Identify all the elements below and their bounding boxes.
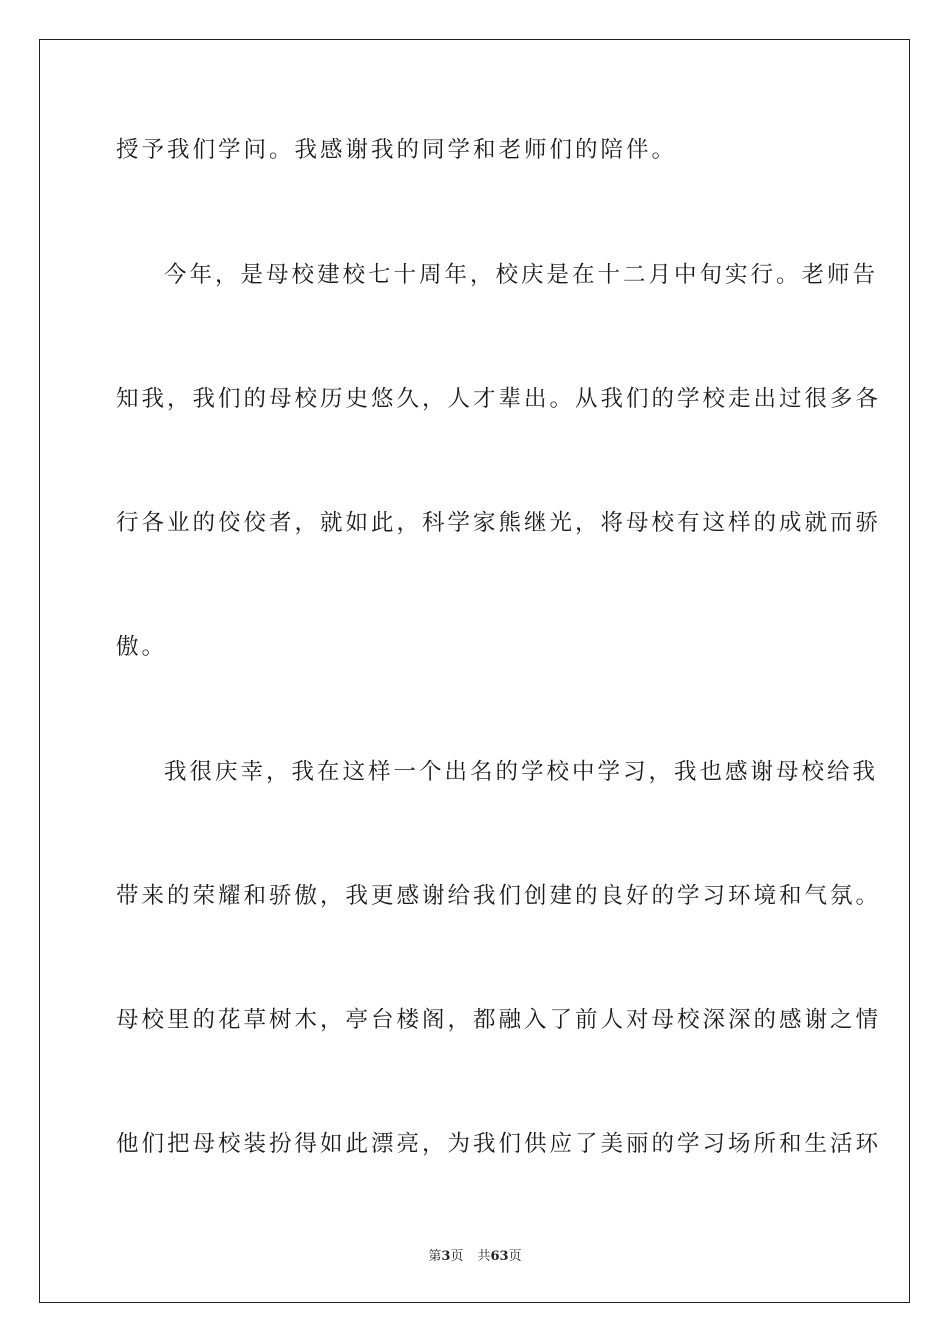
body-line-8: 母校里的花草树木，亭台楼阁，都融入了前人对母校深深的感谢之情 [116, 1007, 882, 1033]
body-line-5: 傲。 [116, 634, 168, 660]
body-line-2: 今年，是母校建校七十周年，校庆是在十二月中旬实行。老师告 [164, 262, 879, 288]
page-border [39, 39, 910, 1303]
body-line-1: 授予我们学问。我感谢我的同学和老师们的陪伴。 [116, 137, 678, 163]
footer-total-prefix: 共 [477, 1249, 491, 1264]
body-line-9: 他们把母校装扮得如此漂亮，为我们供应了美丽的学习场所和生活环 [116, 1131, 882, 1157]
body-line-4: 行各业的佼佼者，就如此，科学家熊继光，将母校有这样的成就而骄 [116, 510, 882, 536]
footer-page-suffix: 页 [450, 1249, 464, 1264]
footer-page-number: 3 [441, 1249, 451, 1264]
body-line-6: 我很庆幸，我在这样一个出名的学校中学习，我也感谢母校给我 [164, 759, 879, 785]
body-line-3: 知我，我们的母校历史悠久，人才辈出。从我们的学校走出过很多各 [116, 386, 882, 412]
body-line-7: 带来的荣耀和骄傲，我更感谢给我们创建的良好的学习环境和气氛。 [116, 883, 882, 909]
footer-page-prefix: 第 [428, 1249, 442, 1264]
footer-total-suffix: 页 [508, 1249, 522, 1264]
footer-total-number: 63 [490, 1249, 509, 1264]
page-footer [0, 1249, 950, 1265]
